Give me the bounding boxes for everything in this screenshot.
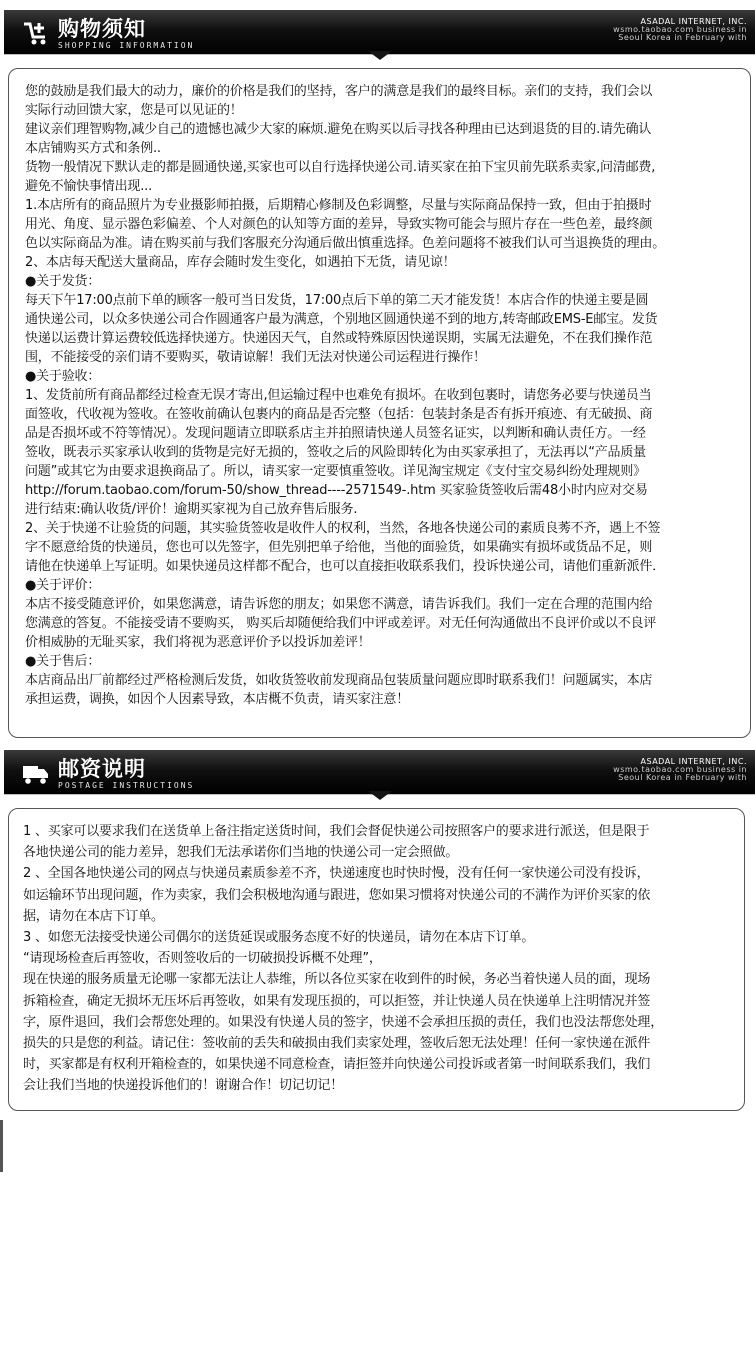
shopping-info-text — [25, 82, 750, 709]
text-line: 签收，既表示买家承认收到的货物是完好无损的，签收之后的风险即转化为由买家承担了，无法再以“产品质量 — [25, 445, 646, 460]
brand-line: Seoul Korea in February with — [618, 773, 747, 782]
section-subtitle: POSTAGE INSTRUCTIONS — [58, 781, 195, 790]
text-line: 您的鼓励是我们最大的动力，廉价的价格是我们的坚持，客户的满意是我们的最终目标。亲们的支持，我们会以 — [25, 84, 653, 99]
text-line: 字，原件退回，我们会帮您处理的。如果没有快递人员的签字，快递不会承担压损的责任，我们也没法帮您处理， — [23, 1014, 664, 1030]
postage-banner — [4, 750, 755, 794]
text-line: 2、本店每天配送大量商品，库存会随时发生变化，如遇拍下无货，请见谅！ — [25, 255, 456, 270]
divider — [0, 1120, 3, 1172]
text-line: 如运输环节出现问题，作为卖家，我们会积极地沟通与跟进，您如果习惯将对快递公司的不满作为评价买家的依 — [23, 887, 651, 903]
text-line: 各地快递公司的能力差异，恕我们无法承诺你们当地的快递公司一定会照做。 — [23, 845, 459, 861]
text-line: “请现场检查后再签收，否则签收后的一切破损投诉概不处理”， — [23, 951, 382, 967]
text-line: 本店不接受随意评价，如果您满意，请告诉您的朋友；如果您不满意，请告诉我们。我们一定在合理的范围内给 — [25, 597, 653, 612]
brand-text — [613, 18, 747, 42]
text-line: 请他在快递单上写证明。如果快递员这样都不配合，也可以直接拒收联系我们，投诉快递公司，请他们重新派件． — [25, 559, 666, 574]
text-line: 损失的只是您的利益。请记住：签收前的丢失和破损由我们卖家处理，签收后恕无法处理！任何一家快递在派件 — [23, 1036, 651, 1052]
shopping-info-banner — [4, 10, 755, 54]
text-line: ●关于验收： — [25, 369, 101, 384]
down-arrow-icon — [368, 51, 392, 60]
brand-text — [613, 758, 747, 782]
text-line: 问题”或其它为由要求退换商品了。所以，请买家一定要慎重签收。详见淘宝规定《支付宝交易纠纷处理规则》 — [25, 464, 646, 479]
brand-line: wsmo.taobao.com business in — [613, 765, 747, 774]
shopping-info-box — [8, 68, 751, 738]
postage-info-text — [23, 821, 744, 1097]
brand-line: ASADAL INTERNET, INC. — [640, 17, 747, 26]
text-line: 用光、角度、显示器色彩偏差、个人对颜色的认知等方面的差异，导致实物可能会与照片存在一些色差，最终颜 — [25, 217, 653, 232]
text-line: 品是否损坏或不符等情况）。发现问题请立即联系店主并拍照请快递人员签名证实，以判断和确认责任方。一经 — [25, 426, 646, 441]
postage-info-box — [8, 808, 745, 1111]
brand-line: Seoul Korea in February with — [618, 33, 747, 42]
text-line: 1 、买家可以要求我们在送货单上备注指定送货时间，我们会督促快递公司按照客户的要求进行派送，但是限于 — [23, 824, 650, 839]
text-line: ●关于评价： — [25, 578, 101, 593]
text-line: 围，不能接受的亲们请不要购买，敬请谅解！我们无法对快递公司运程进行操作！ — [25, 350, 486, 365]
text-line: 2 、全国各地快递公司的网点与快递员素质参差不齐，快递速度也时快时慢，没有任何一家快递公司没有投诉， — [23, 866, 650, 882]
text-line: 每天下午17:00点前下单的顾客一般可当日发货，17:00点后下单的第二天才能发货！本店合作的快递主要是圆 — [25, 293, 649, 308]
text-line: 拆箱检查，确定无损坏无压坏后再签收，如果有发现压损的，可以拒签，并让快递人员在快递单上注明情况并签 — [23, 993, 651, 1009]
brand-line: ASADAL INTERNET, INC. — [640, 757, 747, 766]
text-line: 承担运费，调换，如因个人因素导致，本店概不负责，请买家注意！ — [25, 692, 410, 707]
text-line: 3 、如您无法接受快递公司偶尔的送货延误或服务态度不好的快递员，请勿在本店下订单。 — [23, 930, 535, 946]
text-line: ●关于发货： — [25, 274, 101, 289]
delivery-truck-icon — [22, 760, 50, 786]
text-line: 面签收，代收视为签收。在签收前确认包裹内的商品是否完整（包括：包装封条是否有拆开痕迹、有无破损、商 — [25, 407, 653, 422]
text-line: 现在快递的服务质量无论哪一家都无法让人恭维，所以各位买家在收到件的时候，务必当着快递人员的面，现场 — [23, 972, 651, 988]
shopping-cart-plus-icon — [22, 20, 50, 46]
text-line: 色以实际商品为准。请在购买前与我们客服充分沟通后做出慎重选择。色差问题将不被我们认可当退换货的理由。 — [25, 236, 666, 251]
text-line: 本店铺购买方式和条例.. — [25, 141, 161, 156]
brand-line: wsmo.taobao.com business in — [613, 25, 747, 34]
text-line: 建议亲们理智购物,减少自己的遗憾也减少大家的麻烦.避免在购买以后寻找各种理由已达到退货的目的.请先确认 — [25, 122, 652, 137]
text-line: 避免不愉快事情出现... — [25, 179, 152, 194]
text-line: 据，请勿在本店下订单。 — [23, 908, 164, 924]
text-line: 会让我们当地的快递投诉他们的！谢谢合作！切记切记！ — [23, 1078, 344, 1094]
text-line: 快递以运费计算运费较低选择快递方。快递因天气，自然或特殊原因快递误期，实属无法避免，不在我们操作范 — [25, 331, 653, 346]
text-line: 您满意的答复。不能接受请不要购买， 购买后却随便给我们中评或差评。对无任何沟通做出不良评价或以不良评 — [25, 616, 657, 631]
section-title: 邮资说明 — [58, 757, 146, 781]
text-line: 价相威胁的无耻买家，我们将视为恶意评价予以投诉加差评！ — [25, 635, 371, 650]
text-line: 1、发货前所有商品都经过检查无误才寄出,但运输过程中也难免有损坏。在收到包裹时，请您务必要与快递员当 — [25, 388, 652, 403]
section-title: 购物须知 — [58, 17, 146, 41]
text-line: 货物一般情况下默认走的都是圆通快递,买家也可以自行选择快递公司.请买家在拍下宝贝前先联系卖家,问清邮费, — [25, 160, 656, 175]
text-line: 时，买家都是有权利开箱检查的，如果快递不同意检查，请拒签并向快递公司投诉或者第一时间联系我们，我们 — [23, 1057, 651, 1073]
text-line: 进行结束:确认收货/评价！逾期买家视为自己放弃售后服务. — [25, 502, 358, 517]
text-line: ●关于售后： — [25, 654, 101, 669]
text-line: 1.本店所有的商品照片为专业摄影师拍摄，后期精心修制及色彩调整，尽量与实际商品保持一致，但由于拍摄时 — [25, 198, 652, 213]
text-line: 通快递公司，以众多快递公司合作圆通客户最为满意，个别地区圆通快递不到的地方,转寄邮政EMS-E邮宝。发货 — [25, 312, 658, 327]
text-line: 实际行动回馈大家，您是可以见证的！ — [25, 103, 243, 118]
text-line: 字不愿意给货的快递员，您也可以先签字，但先别把单子给他，当他的面验货，如果确实有损坏或货品不足，则 — [25, 540, 653, 555]
text-line: 2、关于快递不让验货的问题，其实验货签收是收件人的权利，当然，各地各快递公司的素质良莠不齐，遇上不签 — [25, 521, 661, 536]
text-line: http://forum.taobao.com/forum-50/show_thread----2571549-.htm 买家验货签收后需48小时内应对交易 — [25, 483, 648, 498]
down-arrow-icon — [368, 791, 392, 800]
section-subtitle: SHOPPING INFORMATION — [58, 41, 195, 50]
text-line: 本店商品出厂前都经过严格检测后发货，如收货签收前发现商品包装质量问题应即时联系我们！问题属实，本店 — [25, 673, 653, 688]
